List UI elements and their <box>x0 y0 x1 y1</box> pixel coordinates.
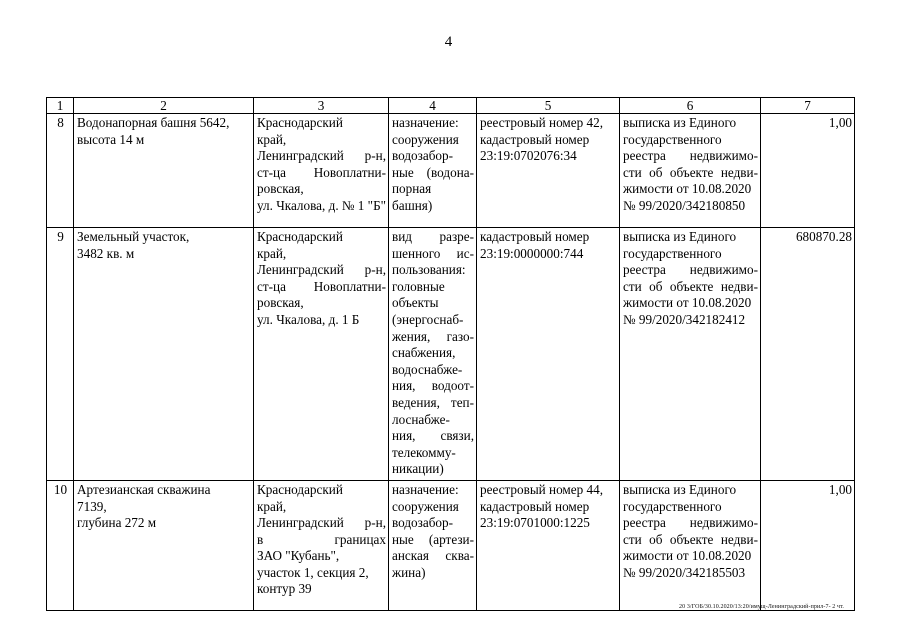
cell-line: № 99/2020/342182412 <box>623 311 746 327</box>
cell-line: реестровый номер 44, <box>480 481 604 497</box>
value-cell <box>761 480 855 610</box>
cell-line: ул. Чкалова, д. 1 Б <box>257 311 360 327</box>
cell-line: никации) <box>392 461 444 477</box>
cell-line: участок 1, секция 2, <box>257 564 369 580</box>
cell-line: кадастровый номер <box>480 229 590 244</box>
column-header: 6 <box>620 98 761 114</box>
cell-line: ст-ца Новоплатни- <box>257 164 386 180</box>
cell-line: реестра недвижимо- <box>623 148 758 164</box>
column-header: 1 <box>47 98 74 114</box>
cell-line: сооружения <box>392 131 459 147</box>
cell-line: лоснабже- <box>392 411 450 427</box>
cell-line: № 99/2020/342185503 <box>623 564 746 580</box>
row-number-cell <box>47 114 74 228</box>
cell-line: высота 14 м <box>77 131 145 147</box>
document-cell <box>620 480 761 610</box>
cell-line: ровская, <box>257 295 304 311</box>
column-header: 2 <box>74 98 254 114</box>
table-row <box>47 228 855 481</box>
cell-line: жина) <box>392 564 426 580</box>
cell-line: Водонапорная башня 5642, <box>77 115 230 130</box>
cell-line: контур 39 <box>257 581 312 597</box>
cell-line: кадастровый номер <box>480 131 590 147</box>
cell-line: выписка из Единого <box>623 481 737 497</box>
cell-line: (энергоснаб- <box>392 311 464 327</box>
cell-line: Ленинградский р-н, <box>257 515 386 531</box>
cell-line: назначение: <box>392 481 459 497</box>
cell-line: головные <box>392 278 445 294</box>
cell-text: 1,00 <box>828 481 852 497</box>
cell-line: водоснабже- <box>392 361 463 377</box>
cell-line: край, <box>257 498 287 514</box>
cell-line: сти об объекте недви- <box>623 278 758 294</box>
cell-line: телекомму- <box>392 444 456 460</box>
cell-line: водозабор- <box>392 148 454 164</box>
cell-line: реестра недвижимо- <box>623 515 758 531</box>
cell-line: ведения, теп- <box>392 394 474 410</box>
cell-line: пользования: <box>392 262 466 278</box>
cell-line: жимости от 10.08.2020 <box>623 295 752 311</box>
document-cell <box>620 114 761 228</box>
cell-line: жения, газо- <box>392 328 474 344</box>
cell-line: назначение: <box>392 115 459 130</box>
object-name-cell <box>74 114 254 228</box>
cell-line: выписка из Единого <box>623 115 737 130</box>
cell-line: жимости от 10.08.2020 <box>623 548 752 564</box>
cell-line: ул. Чкалова, д. № 1 "Б" <box>257 197 387 213</box>
cell-line: № 99/2020/342180850 <box>623 197 746 213</box>
value-cell <box>761 228 855 481</box>
footer-document-code: 20 3/ГОБ/30.10.2020/13:20/имущ-Ленинградский-прил-7- 2 чт. <box>679 604 844 610</box>
cell-line: башня) <box>392 197 433 213</box>
value-cell <box>761 114 855 228</box>
cell-line: ния, связи, <box>392 428 474 444</box>
cell-line: порная <box>392 181 432 197</box>
cell-line: реестровый номер 42, <box>480 115 604 130</box>
table-row <box>47 114 855 228</box>
table-row <box>47 480 855 610</box>
document-cell <box>620 228 761 481</box>
cell-text: 680870.28 <box>795 229 852 244</box>
column-header: 3 <box>254 98 389 114</box>
cell-line: ния, водоот- <box>392 378 474 394</box>
cell-line: Краснодарский <box>257 481 343 497</box>
registry-number-cell <box>477 480 620 610</box>
address-cell <box>254 480 389 610</box>
cell-line: вид разре- <box>392 229 474 244</box>
column-header: 5 <box>477 98 620 114</box>
cell-line: объекты <box>392 295 439 311</box>
cell-line: 23:19:0000000:744 <box>480 245 584 261</box>
page-number: 4 <box>444 34 453 50</box>
column-number-header-row <box>47 98 855 114</box>
cell-line: 7139, <box>77 498 107 514</box>
purpose-cell <box>389 480 477 610</box>
cell-line: Артезианская скважина <box>77 481 211 497</box>
object-name-cell <box>74 480 254 610</box>
cell-line: край, <box>257 131 287 147</box>
cell-line: край, <box>257 245 287 261</box>
cell-line: Земельный участок, <box>77 229 190 244</box>
registry-number-cell <box>477 114 620 228</box>
cell-line: сооружения <box>392 498 459 514</box>
registry-number-cell <box>477 228 620 481</box>
cell-line: 23:19:0702076:34 <box>480 148 577 164</box>
column-header: 7 <box>761 98 855 114</box>
cell-line: ЗАО "Кубань", <box>257 548 340 564</box>
cell-text: 9 <box>57 229 64 244</box>
cell-line: Ленинградский р-н, <box>257 148 386 164</box>
cell-line: водозабор- <box>392 515 454 531</box>
property-registry-table <box>46 97 855 611</box>
cell-line: Ленинградский р-н, <box>257 262 386 278</box>
cell-line: сти об объекте недви- <box>623 531 758 547</box>
cell-line: Краснодарский <box>257 115 343 130</box>
purpose-cell <box>389 228 477 481</box>
cell-text: 8 <box>57 115 64 130</box>
row-number-cell <box>47 228 74 481</box>
column-header: 4 <box>389 98 477 114</box>
cell-line: снабжения, <box>392 345 456 361</box>
cell-line: жимости от 10.08.2020 <box>623 181 752 197</box>
cell-line: 3482 кв. м <box>77 245 135 261</box>
cell-line: анская сква- <box>392 548 474 564</box>
cell-line: ные (артези- <box>392 531 474 547</box>
cell-line: глубина 272 м <box>77 515 157 531</box>
cell-line: 23:19:0701000:1225 <box>480 515 590 531</box>
cell-line: шенного ис- <box>392 245 474 261</box>
purpose-cell <box>389 114 477 228</box>
cell-line: ст-ца Новоплатни- <box>257 278 386 294</box>
address-cell <box>254 228 389 481</box>
cell-text: 10 <box>53 481 68 497</box>
row-number-cell <box>47 480 74 610</box>
cell-line: государственного <box>623 498 722 514</box>
cell-line: реестра недвижимо- <box>623 262 758 278</box>
cell-line: Краснодарский <box>257 229 343 244</box>
address-cell <box>254 114 389 228</box>
cell-line: ные (водона- <box>392 164 474 180</box>
cell-line: в границах <box>257 531 386 547</box>
cell-text: 1,00 <box>828 115 852 130</box>
cell-line: государственного <box>623 131 722 147</box>
cell-line: кадастровый номер <box>480 498 590 514</box>
cell-line: ровская, <box>257 181 304 197</box>
cell-line: выписка из Единого <box>623 229 737 244</box>
cell-line: сти об объекте недви- <box>623 164 758 180</box>
cell-line: государственного <box>623 245 722 261</box>
object-name-cell <box>74 228 254 481</box>
